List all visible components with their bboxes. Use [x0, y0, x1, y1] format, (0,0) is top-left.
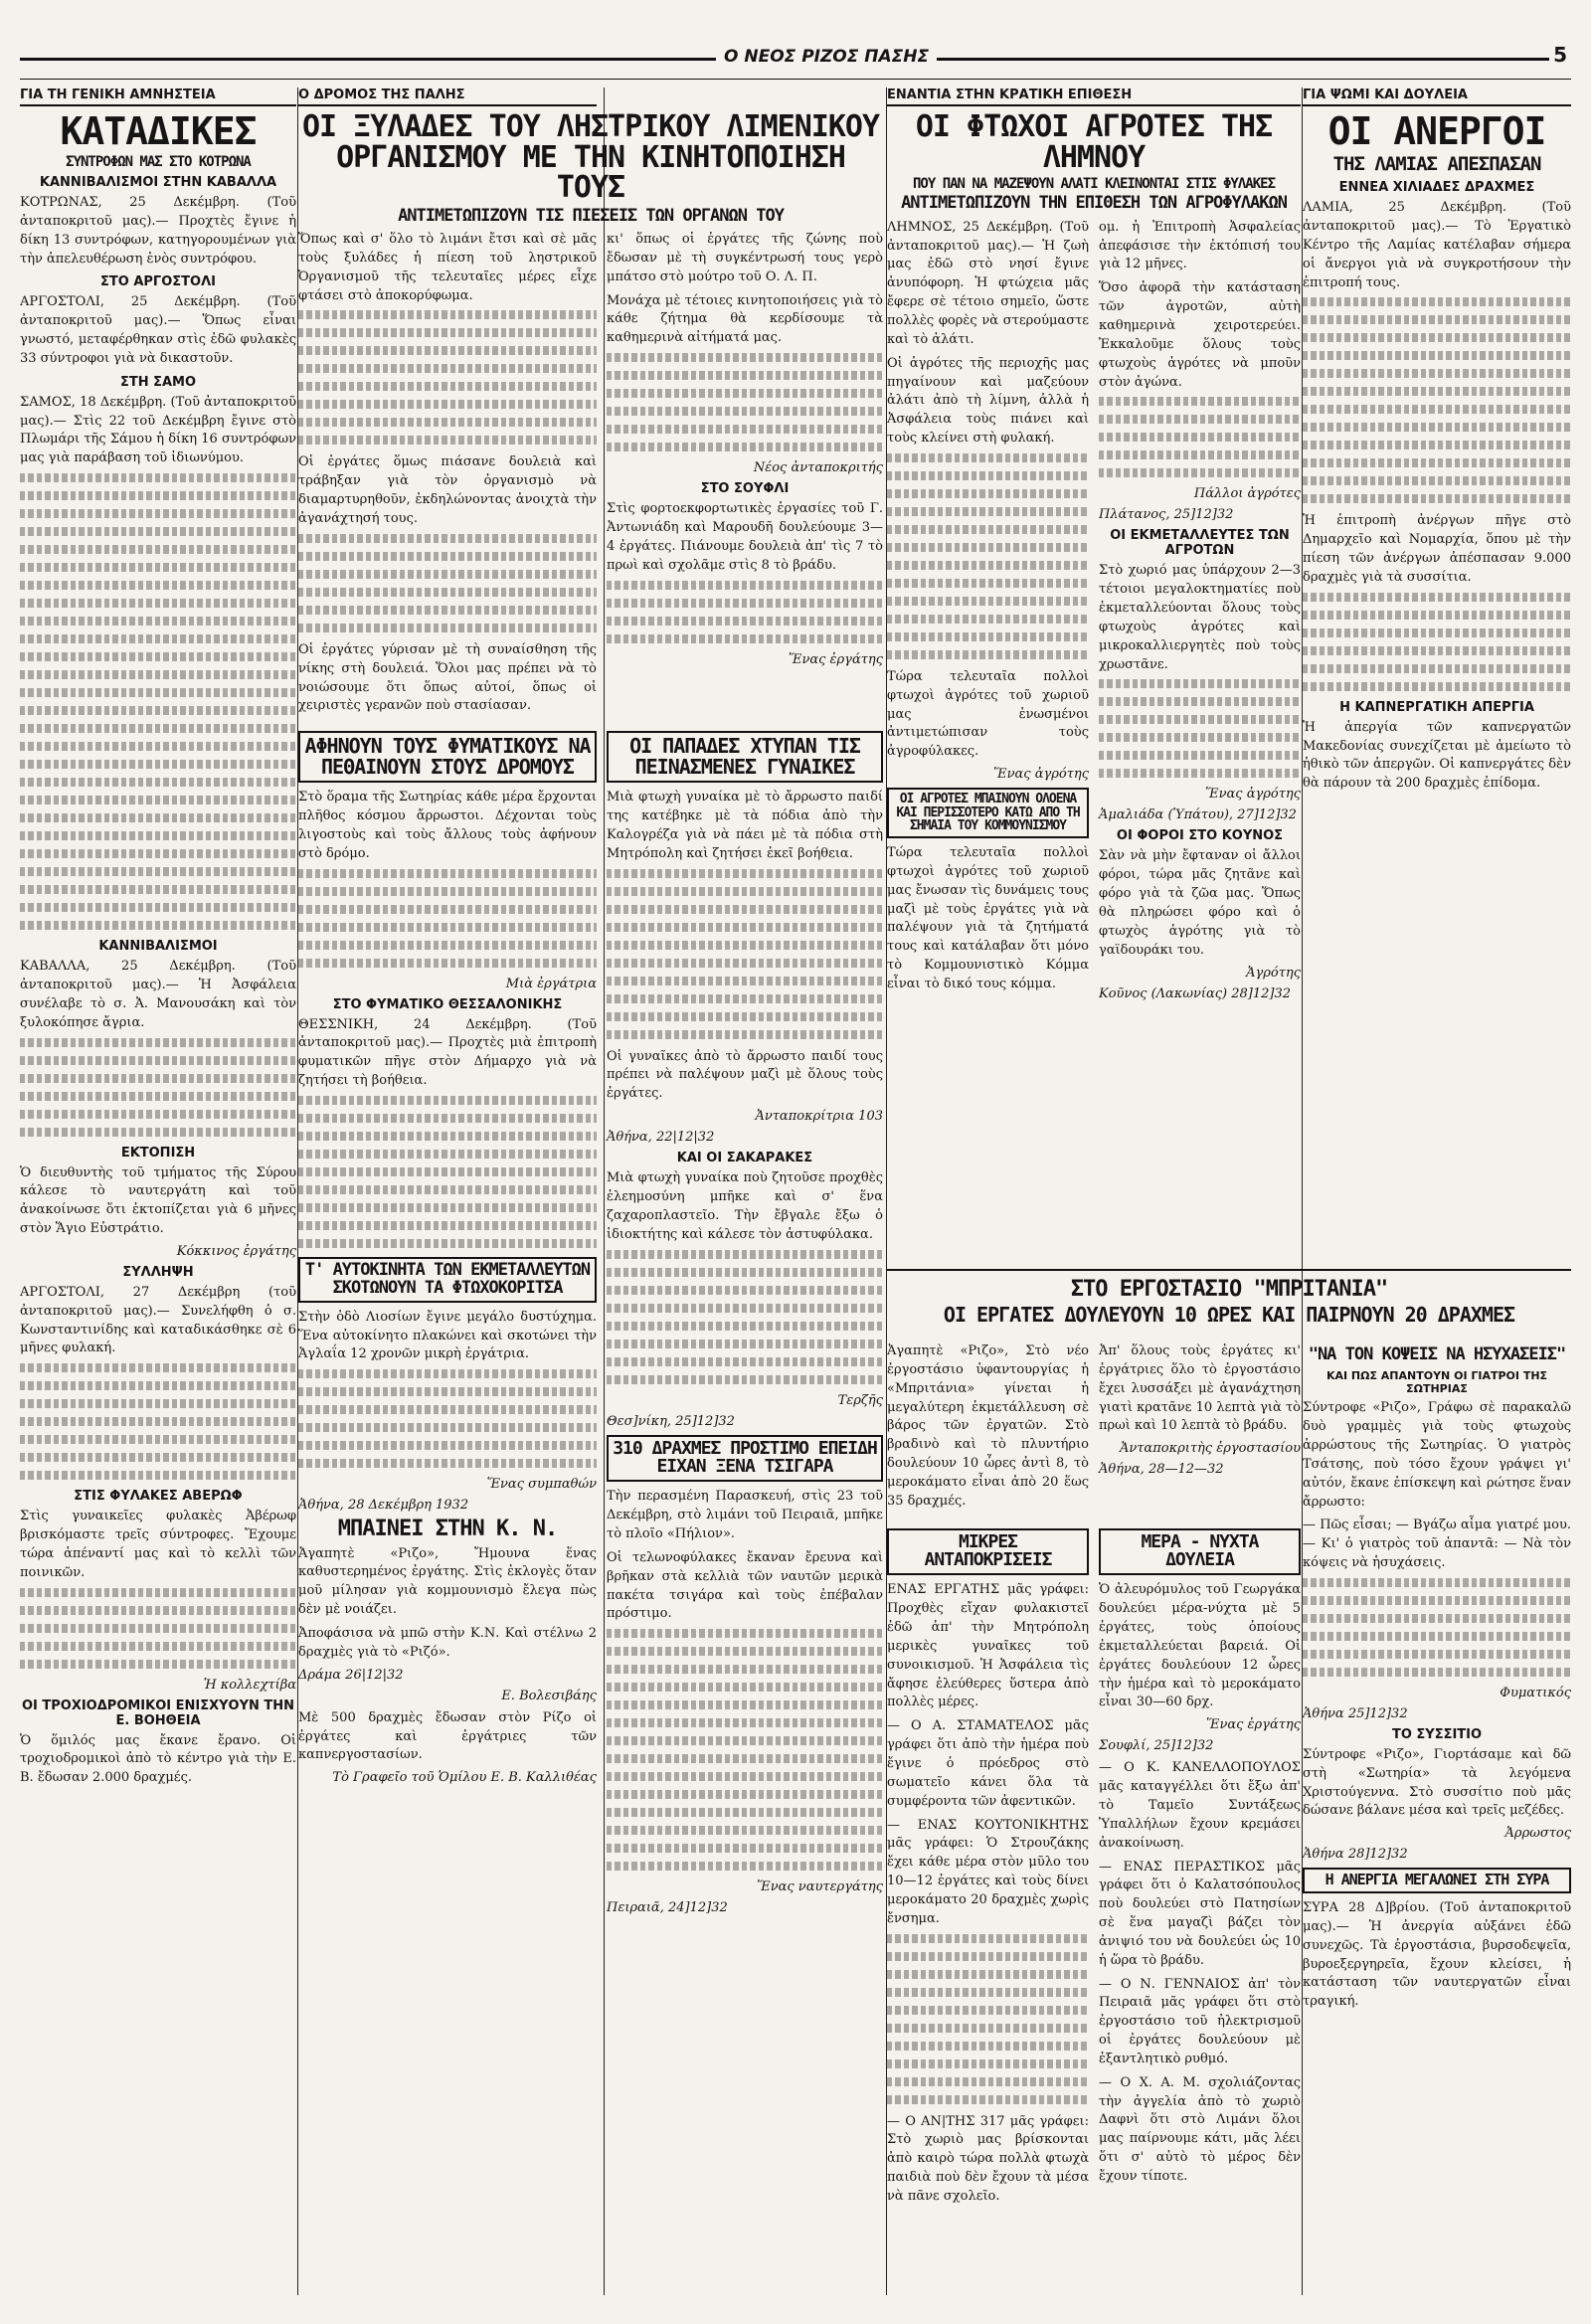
article-paragraph: — ΕΝΑΣ ΠΕΡΑΣΤΙΚΟΣ μᾶς γράφει ὅτι ὁ Καλατσόπουλος ποὺ δουλεύει στὸ Πατησίων σὲ ἕνα μαγαζὶ βάζει τὸν ἀνιψιό του νὰ δουλεύει ὡς 10 ἡ ὥρα τὸ βράδυ. [1099, 1859, 1301, 1968]
section-title: Η ΚΑΠΝΕΡΓΑΤΙΚΗ ΑΠΕΡΓΙΑ [1339, 699, 1534, 715]
text-block [20, 473, 296, 930]
column-3 [607, 725, 883, 1921]
headline: ΟΙ ΠΑΠΑΔΕΣ ΧΤΥΠΑΝ ΤΙΣ ΠΕΙΝΑΣΜΕΝΕΣ ΓΥΝΑΙΚΕΣ [629, 734, 860, 780]
article-paragraph: ΛΑΜΙΑ, 25 Δεκέμβρη. (Τοῦ ἀνταποκριτοῦ μας).— Τὸ Ἐργατικὸ Κέντρο τῆς Λαμίας κατέλαβαν σήμερα οἱ ἄνεργοι γιὰ νὰ συγκροτήσουν τὴν ἐπιτροπή τους. [1303, 200, 1571, 290]
signature: Ἕνας ναυτεργάτης [757, 1879, 883, 1895]
article-paragraph: — Ο Α. ΣΤΑΜΑΤΕΛΟΣ μᾶς γράφει ὅτι ἀπὸ τὴν ἡμέρα ποὺ ἔγινε ὁ πρόεδρος στὸ σωματεῖο κάνει ὅλα τὰ συμφέροντα τῶν ἀφεντικῶν. [887, 1718, 1089, 1809]
column-2-lower [298, 725, 597, 1921]
article-paragraph: — Ο Κ. ΚΑΝΕΛΛΟΠΟΥΛΟΣ μᾶς καταγγέλλει ὅτι ἔξω ἀπ' τὸ Ταμεῖο Συντάξεως Ὑπαλλήλων ἔχουν κρεμάσει ἀνακοίνωση. [1099, 1760, 1301, 1851]
text-block [1099, 397, 1301, 477]
dateline: Θεσ]νίκη, 25]12]32 [607, 1413, 735, 1429]
article-paragraph: ΕΝΑΣ ΕΡΓΑΤΗΣ μᾶς γράφει: Προχθὲς εἴχαν φυλακιστεῖ ἐδῶ ἀπ' τὴν Μητρόπολη μερικὲς γυναῖκες τοῦ συνοικισμοῦ. Ἡ Ἀσφάλεια τὶς ἄφησε ἐλεύθερες ὕστερα ἀπὸ πολλὲς μέρες. [887, 1582, 1089, 1710]
rubric: ΕΝΑΝΤΙΑ ΣΤΗΝ ΚΡΑΤΙΚΗ ΕΠΙΘΕΣΗ [887, 88, 1301, 106]
text-block [887, 453, 1089, 659]
signature: Φυματικός [1500, 1685, 1571, 1700]
boxed-headline [298, 1257, 597, 1303]
article-right [1099, 1522, 1301, 2212]
article-paragraph: Ὁ διευθυντὴς τοῦ τμήματος τῆς Σύρου κάλεσε τὸ ναυτεργάτη καὶ τοῦ ἀνακοίνωσε ὅτι ἐκτοπίζεται γιὰ 6 μῆνες στὸν Ἅγιο Εὐστράτιο. [20, 1164, 296, 1237]
article-paragraph: Ἀποφάσισα νὰ μπῶ στὴν Κ.Ν. Καὶ στέλνω 2 δραχμὲς γιὰ τὸ «Ριζό». [298, 1626, 597, 1660]
signature: Ἕνας ἐργάτης [789, 651, 883, 667]
article-paragraph: Μὲ 500 δραχμὲς ἔδωσαν στὸν Ρίζο οἱ ἐργάτες καὶ ἐργάτριες τῶν καπνεργοστασίων. [298, 1709, 597, 1763]
article-left [887, 219, 1089, 1007]
text-block [887, 1934, 1089, 2104]
subhead: ΚΑΙ ΠΩΣ ΑΠΑΝΤΟΥΝ ΟΙ ΓΙΑΤΡΟΙ ΤΗΣ ΣΩΤΗΡΙΑΣ [1326, 1369, 1548, 1396]
headline-secondary: ΤΗΣ ΛΑΜΙΑΣ ΑΠΕΣΠΑΣΑΝ [1332, 152, 1541, 175]
headline: ΟΙ ΑΝΕΡΓΟΙ [1327, 109, 1546, 153]
signature: Νέος ἀνταποκριτής [753, 460, 883, 476]
dateline: Κοῦνος (Λακωνίας) 28]12]32 [1099, 985, 1291, 1001]
article-paragraph: — Ο Χ. Α. Μ. σχολιάζοντας τὴν ἀγγελία ἀπὸ τὸ χωριὸ Δαφνὶ ὅτι στὸ Λιμάνι ὅλοι μας παίρνουμε κάτι, μᾶς λέει ὅτι σ' αὐτὸ τὸ μέρος δὲν ἔχουν τίποτε. [1099, 2074, 1301, 2184]
signature: Ἕνας συμπαθών [486, 1477, 597, 1493]
signature: Ἕνας ἀγρότης [993, 767, 1089, 783]
text-block [607, 869, 883, 1039]
signature: Ἀνταποκρίτρια 103 [755, 1109, 883, 1125]
article-paragraph: Οἱ ἐργάτες ὅμως πιάσανε δουλειὰ καὶ τράβηξαν γιὰ τὸν ὀργανισμὸ νὰ διαμαρτυρηθοῦν, ἐκδηλώνοντας ἀνοιχτὰ τὴν ἀγανάχτησή τους. [298, 454, 597, 527]
signature: Ἀρρωστος [1504, 1826, 1571, 1842]
article-paragraph: Στὶς φορτοεκφορτωτικὲς ἐργασίες τοῦ Γ. Ἀντωνιάδη καὶ Μαρουδῆ δουλεύουμε 3—4 ἐργάτες. Πιάνουμε δουλειὰ ἀπ' τὶς 7 τὸ πρωὶ καὶ σχολᾶμε στὶς 8 τὸ βράδυ. [607, 501, 883, 573]
masthead [20, 43, 1571, 80]
article-paragraph: Στὴν ὁδὸ Λιοσίων ἔγινε μεγάλο δυστύχημα. Ἕνα αὐτοκίνητο πλακώνει καὶ σκοτώνει τὴν Ἀγλαΐα 12 χρονῶν μικρὴ ἐργάτρια. [298, 1309, 597, 1362]
article-paragraph: Μονάχα μὲ τέτοιες κινητοποιήσεις γιὰ τὸ κάθε ζήτημα θὰ κερδίσουμε τὰ καθημερινὰ αἰτήματά μας. [607, 292, 883, 346]
article-paragraph: ομ. ἡ Ἐπιτροπὴ Ἀσφαλείας ἀπεφάσισε τὴν ἐκτόπισή του γιὰ 12 μῆνες. [1099, 219, 1301, 272]
headline: ΜΙΚΡΕΣ ΑΝΤΑΠΟΚΡΙΣΕΙΣ [924, 1530, 1052, 1571]
dateline: Ἀθήνα, 28 Δεκέμβρη 1932 [298, 1498, 469, 1514]
text-block [20, 1588, 296, 1669]
article-paragraph: ΚΑΒΑΛΛΑ, 25 Δεκέμβρη. (Τοῦ ἀνταποκριτοῦ μας).— Ἡ Ἀσφάλεια συνέλαβε τὸ σ. Ἀ. Μανουσάκη καὶ τὸν ξυλοκόπησε ἄγρια. [20, 959, 296, 1030]
dateline: Δράμα 26|12|32 [298, 1667, 404, 1683]
headline: ΑΦΗΝΟΥΝ ΤΟΥΣ ΦΥΜΑΤΙΚΟΥΣ ΝΑ ΠΕΘΑΙΝΟΥΝ ΣΤΟΥΣ ΔΡΟΜΟΥΣ [304, 734, 591, 780]
subhead: ΚΑΝΝΙΒΑΛΙΣΜΟΙ ΣΤΗΝ ΚΑΒΑΛΛΑ [39, 175, 277, 191]
boxed-headline [1303, 1868, 1571, 1893]
text-block [1303, 593, 1571, 691]
article-paragraph: ΚΟΤΡΩΝΑΣ, 25 Δεκέμβρη. (Τοῦ ἀνταποκριτοῦ μας).— Πρoχτὲς ἔγινε ἡ δίκη 13 συντρόφων, κατηγορουμένων γιὰ τὴν ἀπελευθέρωση ἑνὸς συντρόφου. [20, 195, 296, 267]
article-paragraph: Στὸ χωριό μας ὑπάρχουν 2—3 τέτοιοι μεγαλοκτηματίες ποὺ ἐκμεταλλεύονται ὅλους τοὺς φτωχοὺς ἀγρότες καὶ μικροκαλλιεργητὲς ποὺ τοὺς χρωστᾶνε. [1099, 563, 1301, 672]
article-paragraph: Οἱ τελωνοφύλακες ἔκαναν ἔρευνα καὶ βρῆκαν στὰ κελλιὰ τῶν ναυτῶν μερικὰ πακέτα τσιγάρα καὶ τοὺς ἐπέβαλαν πρόστιμο. [607, 1549, 883, 1622]
rubric: Ο ΔΡΟΜΟΣ ΤΗΣ ΠΑΛΗΣ [298, 88, 597, 106]
section-title: ΟΙ ΤΡΟΧΙΟΔΡΟΜΙΚΟΙ ΕΝΙΣΧΥΟΥΝ ΤΗΝ Ε. ΒΟΗΘΕΙΑ [21, 1698, 295, 1728]
section-title: ΣΤΟ ΦΥΜΑΤΙΚΟ ΘΕΣΣΑΛΟΝΙΚΗΣ [332, 996, 563, 1012]
article-paragraph: Ἀγαπητὲ «Ριζο», Ἤμουνα ἕνας καθυστερημένος ἐργάτης. Στὶς ἐκλογὲς ὅταν μοῦ μίλησαν γιὰ κομμουνισμὸ ἔλεγα πὼς δὲν μὲ νοιάζει. [298, 1545, 597, 1618]
article-paragraph: Ἀγαπητὲ «Ριζο», Στὸ νέο ἐργοστάσιο ὑφαντουργίας ἡ «Μπριτάνια» γίνεται ἡ μεγαλύτερη ἐκμετάλλευση σὲ βάρος τῶν ἐργατῶν. Στὸ βραδινὸ καὶ τὸ πλυντήριο δουλεύουν 10 ὧρες ἀντὶ 8, τὸ μεροκάματο εἶναι ἀπὸ 20 ἕως 35 δραχμές. [887, 1343, 1089, 1509]
article-paragraph: Σὰν νὰ μὴν ἔφταναν οἱ ἄλλοι φόροι, τώρα μᾶς ζητᾶνε καὶ φόρο γιὰ τὰ ζῶα μας. Ὅπως θὰ πληρώσει φόρο καὶ ὁ φτωχὸς ἀγρότης γιὰ τὸ γαϊδουράκι του. [1099, 848, 1301, 958]
column-4 [887, 88, 1301, 1256]
headline: ΜΠΑΙΝΕΙ ΣΤΗΝ Κ. Ν. [337, 1517, 558, 1542]
text-block [607, 581, 883, 643]
signature: Τερζῆς [837, 1392, 883, 1408]
dateline: Πειραιᾶ, 24]12]32 [607, 1900, 728, 1916]
article-paragraph: Σύντροφε «Ριζο», Γιορτάσαμε καὶ δῶ στὴ «Σωτηρία» τὰ λεγόμενα Χριστούγεννα. Στὸ συσσίτιο ποὺ μᾶς δώσανε βάλανε μέσα καὶ τρεῖς μεζέδες. [1303, 1746, 1571, 1819]
article-paragraph: — Πῶς εἶσαι; — Βγάζω αἷμα γιατρέ μου. — Κι' ὁ γιατρὸς τοῦ ἀπαντᾶ: — Νὰ τὸν κόψεις νὰ ἡσυχάσεις. [1303, 1518, 1571, 1571]
headline: ΜΕΡΑ - ΝΥΧΤΑ ΔΟΥΛΕΙΑ [1141, 1530, 1259, 1571]
signature: Πάλλοι ἀγρότες [1193, 486, 1301, 502]
headline: Η ΑΝΕΡΓΙΑ ΜΕΓΑΛΩΝΕΙ ΣΤΗ ΣΥΡΑ [1325, 1871, 1549, 1889]
article-paragraph: Τώρα τελευταῖα πολλοὶ φτωχοὶ ἀγρότες τοῦ χωριοῦ μας ἔνωσαν τὶς δυνάμεις τους μαζὶ μὲ τοὺς ἐργάτες γιὰ νὰ παλέψουν γιὰ τὰ ζητήματά τους καὶ κατάλαβαν ὅτι μόνο τὸ Κομμουνιστικὸ Κόμμα εἶναι τὸ δικό τους κόμμα. [887, 845, 1089, 991]
article-paragraph: ΛΗΜΝΟΣ, 25 Δεκέμβρη. (Τοῦ ἀνταποκριτοῦ μας).— Ἡ ζωὴ μας ἐδῶ στὸ νησί ἔγινε ἀνυπόφορη. Ἡ φτώχεια μᾶς ἔφερε σὲ τέτοιο σημεῖο, ὥστε πολλὲς φορὲς νὰ στερούμαστε καὶ τὸ ἀλάτι. [887, 219, 1089, 347]
article-paragraph: Μιὰ φτωχὴ γυναίκα ποὺ ζητοῦσε προχθὲς ἐλεημοσύνη μπῆκε καὶ σ' ἕνα ζαχαροπλαστεῖο. Τὴν ἔβγαλε ἔξω ὁ ἰδιοκτήτης καὶ κάλεσε τὸν ἀστυφύλακα. [607, 1170, 883, 1242]
signature: Ἡ κολλεχτίβα [203, 1677, 296, 1693]
text-block [298, 310, 597, 445]
text-block [1303, 297, 1571, 503]
signature: Ἀνταποκριτὴς ἐργοστασίου [1119, 1441, 1301, 1457]
article-paragraph: κι' ὅπως οἱ ἐργάτες τῆς ζώνης ποὺ ἔδωσαν μὲ τὴ συγκέντρωσή τους γερὸ μπάτσο στὸ μούτρο τοῦ Ο. Λ. Π. [607, 232, 883, 284]
article-left [887, 1522, 1089, 2212]
article-left [887, 1342, 1089, 1517]
dateline: Ἀθήνα, 22|12|32 [607, 1130, 715, 1146]
article-paragraph: — ΕΝΑΣ ΚΟΥΤΟΝΙΚΗΤΗΣ μᾶς γράφει: Ὁ Στρουζάκης ἔχει κάθε μέρα στὸν μῦλο του 10—12 ἐργάτες καὶ τοὺς δίνει μεροκάματο 20 δραχμὲς χωρὶς ἔνσημα. [887, 1817, 1089, 1926]
page-number: 5 [1549, 43, 1571, 67]
article-paragraph: Μιὰ φτωχὴ γυναίκα μὲ τὸ ἄρρωστο παιδί της κατέβηκε μὲ τὰ πόδια ἀπὸ τὴν Καλογρέζα γιὰ νὰ πάει μὲ τὰ πόδια στὴ Μητρόπολη καὶ ζητήσει ἐκεῖ βοήθεια. [607, 790, 883, 861]
signature: Ἀγρότης [1246, 965, 1301, 981]
boxed-headline [887, 1528, 1089, 1576]
rubric: ΓΙΑ ΨΩΜΙ ΚΑΙ ΔΟΥΛΕΙΑ [1303, 88, 1571, 106]
article-right [1099, 1342, 1301, 1517]
text-block [298, 1096, 597, 1248]
boxed-headline [1099, 1528, 1301, 1576]
text-block [607, 353, 883, 451]
text-block [1303, 1578, 1571, 1677]
section-title: ΕΚΤΟΠΙΣΗ [120, 1145, 196, 1161]
section-title: ΟΙ ΕΚΜΕΤΑΛΛΕΥΤΕΣ ΤΩΝ ΑΓΡΟΤΩΝ [1110, 528, 1290, 559]
subhead: ΑΝΤΙΜΕΤΩΠΙΖΟΥΝ ΤΗΝ ΕΠΙΘΕΣΗ ΤΩΝ ΑΓΡΟΦΥΛΑΚΩΝ [901, 193, 1287, 214]
signature: Κόκκινος ἐργάτης [176, 1243, 296, 1259]
section-title: ΣΤΟ ΣΟΥΦΛΙ [700, 481, 790, 497]
text-block [607, 1250, 883, 1384]
subhead: ΑΝΤΙΜΕΤΩΠΙΖΟΥΝ ΤΙΣ ΠΙΕΣΕΙΣ ΤΩΝ ΟΡΓΑΝΩΝ ΤΟΥ [398, 205, 784, 226]
headline: ΣΤΟ ΕΡΓΟΣΤΑΣΙΟ "ΜΠΡΙΤΑΝΙΑ" [1070, 1277, 1388, 1302]
article-paragraph: ΣΥΡΑ 28 Δ]βρίου. (Τοῦ ἀνταποκριτοῦ μας).— Ἡ ἀνεργία αὐξάνει ἐδῶ συνεχῶς. Τὰ ἐργοστάσια, βυρσοδεψεῖα, βυροεξεργηρεῖα, ἔχουν κλείσει, ἡ κατάσταση τῶν ναυτεργατῶν εἶναι τραγική. [1303, 1900, 1571, 2010]
article-right [1099, 219, 1301, 1007]
factory-banner [887, 1261, 1571, 1330]
column-5-lower [1303, 1342, 1571, 2295]
dateline: Πλάτανος, 25]12]32 [1099, 507, 1234, 523]
dateline: Ἀμαλιάδα (Ὑπάτου), 27]12]32 [1099, 807, 1297, 823]
article-paragraph: — Ο Ν. ΓΕΝΝΑΙΟΣ ἀπ' τὸν Πειραιᾶ μᾶς γράφει ὅτι στὸ ἐργοστάσιο τοῦ ἠλεκτρισμοῦ οἱ ἐργάτες δουλεύουν μὲ ἐξαντλητικὸ ρυθμό. [1099, 1976, 1301, 2066]
article-paragraph: Ὅπως καὶ σ' ὅλο τὸ λιμάνι ἔτσι καὶ σὲ μᾶς τοὺς ξυλάδες ἡ πίεση τοῦ ληστρικοῦ Ὀργανισμοῦ τῆς τελευταῖες μέρες εἶχε φτάσει στὸ ἀποκορύφωμα. [298, 232, 597, 303]
section-title: ΣΥΛΛΗΨΗ [122, 1264, 194, 1280]
article-paragraph: ΑΡΓΟΣΤΟΛΙ, 25 Δεκέμβρη. (Τοῦ ἀνταποκριτοῦ μας).— Ὅπως εἶναι γνωστό, μεταφέρθηκαν στὶς ἐδῶ φυλακὲς 33 σύντροφοι γιὰ νὰ δικαστοῦν. [20, 294, 296, 366]
headline: ΟΙ ΦΤΩΧΟΙ ΑΓΡΟΤΕΣ ΤΗΣ ΛΗΜΝΟΥ [915, 109, 1273, 175]
text-block [20, 1363, 296, 1480]
column-1 [20, 88, 296, 2295]
dateline: Ἀθήνα, 28—12—32 [1099, 1462, 1224, 1478]
signature: Ε. Βολεσιβάης [501, 1688, 597, 1703]
article-paragraph: ΑΡΓΟΣΤΟΛΙ, 27 Δεκέμβρη (τοῦ ἀνταποκριτοῦ μας).— Συνελήφθη ὁ σ. Κωνσταντινίδης καὶ καταδικάσθηκε σὲ 6 μῆνες φυλακή. [20, 1284, 296, 1356]
section-title: ΣΤΗ ΣΑΜΟ [119, 374, 197, 390]
divider [887, 1269, 1571, 1271]
article-paragraph: Ἀπ' ὅλους τοὺς ἐργάτες κι' ἐργάτριες ὅλο τὸ ἐργοστάσιο ἔχει λυσσάξει μὲ ἀγανάχτηση γιατὶ κρατᾶνε 10 λεπτὰ γιὰ τὸ πρωὶ καὶ 10 λεπτὰ τὸ βράδυ. [1099, 1343, 1301, 1434]
article-paragraph: Οἱ ἀγρότες τῆς περιοχῆς μας πηγαίνουν καὶ μαζεύουν ἀλάτι ἀπὸ τὴ λίμνη, ἀλλὰ ἡ Ἀσφάλεια τοὺς πιάνει καὶ τοὺς κλείνει στὴ φυλακή. [887, 355, 1089, 447]
text-block [1099, 679, 1301, 778]
article-right [607, 231, 883, 721]
column-5 [1303, 88, 1571, 1256]
article-paragraph: Τὴν περασμένη Παρασκευή, στὶς 23 τοῦ Δεκέμβρη, στὸ λιμάνι τοῦ Πειραιᾶ, μπῆκε τὸ πλοῖο «Πήλιον». [607, 1489, 883, 1541]
dateline: Ἀθήνα 28]12]32 [1303, 1847, 1408, 1863]
text-block [298, 534, 597, 632]
text-block [607, 1629, 883, 1871]
text-block [20, 1038, 296, 1137]
column-2 [298, 88, 883, 2295]
boxed-headline [298, 731, 597, 783]
article-paragraph: Στὸ ὅραμα τῆς Σωτηρίας κάθε μέρα ἔρχονται πλῆθος κόσμου ἄρρωστοι. Δέχονται τοὺς λιγοστοὺς καὶ τοὺς ἄλλους τοὺς ἀφήνουν στὸ δρόμο. [298, 790, 597, 861]
section-title: ΟΙ ΦΟΡΟΙ ΣΤΟ ΚΟΥΝΟΣ [1116, 828, 1284, 844]
article-paragraph: Τώρα τελευταῖα πολλοὶ φτωχοὶ ἀγρότες τοῦ χωριοῦ μας ἐνωσμένοι ἀντιμετώπισαν τοὺς ἀγροφύλακες. [887, 668, 1089, 760]
text-block [298, 1369, 597, 1468]
article-paragraph: Ἡ ἐπιτροπὴ ἀνέργων πῆγε στὸ Δημαρχεῖο καὶ Νομαρχία, ὅπου μὲ τὴν πίεση τῶν ἀνέργων ἀπέσπασαν 9.000 δραχμὲς γιὰ τὰ συσσίτια. [1303, 513, 1571, 585]
subhead: ΕΝΝΕΑ ΧΙΛΙΑΔΕΣ ΔΡΑΧΜΕΣ [1338, 180, 1535, 196]
signature: Ἕνας ἀγρότης [1205, 787, 1301, 803]
signature: Μιὰ ἐργάτρια [505, 976, 597, 991]
article-paragraph: ΘΕΣΣΝΙΚΗ, 24 Δεκέμβρη. (Τοῦ ἀνταποκριτοῦ μας).— Πρoχτὲς μιὰ ἐπιτροπὴ φυματικῶν πῆγε στὸν Δήμαρχο γιὰ νὰ ζητήσει τὴ βοήθεια. [298, 1016, 597, 1089]
headline: 310 ΔΡΑΧΜΕΣ ΠΡΟΣΤΙΜΟ ΕΠΕΙΔΗ ΕΙΧΑΝ ΞΕΝΑ ΤΣΙΓΑΡΑ [613, 1437, 877, 1478]
section-title: ΣΤΟ ΑΡΓΟΣΤΟΛΙ [100, 274, 216, 290]
boxed-headline [607, 731, 883, 783]
boxed-headline [887, 788, 1089, 838]
headline: ΟΙ ΞΥΛΑΔΕΣ ΤΟΥ ΛΗΣΤΡΙΚΟΥ ΛΙΜΕΝΙΚΟΥ ΟΡΓΑΝΙΣΜΟΥ ΜΕ ΤΗΝ ΚΙΝΗΤΟΠΟΙΗΣΗ ΤΟΥΣ [301, 109, 880, 206]
headline: Τ' ΑΥΤΟΚΙΝΗΤΑ ΤΩΝ ΕΚΜΕΤΑΛΛΕΥΤΩΝ ΣΚΟΤΩΝΟΥΝ ΤΑ ΦΤΩΧΟΚΟΡΙΤΣΑ [304, 1259, 591, 1298]
dateline: Ἀθήνα 25]12]32 [1303, 1705, 1408, 1721]
section-title: ΚΑΙ ΟΙ ΣΑΚΑΡΑΚΕΣ [676, 1151, 813, 1166]
article-left [298, 231, 597, 721]
paper-name: Ο ΝΕΟΣ ΡΙΖΟΣ ΠΑΣΗΣ [716, 47, 937, 67]
article-paragraph: Ὁ ὅμιλός μας ἔκανε ἔρανο. Οἱ τροχιοδρομικοὶ ἀπὸ τὸ κέντρο γιὰ τὴν Ε. Β. ἔδωσαν 2.000 δραχμές. [20, 1732, 296, 1786]
article-paragraph: Ἡ ἀπεργία τῶν καπνεργατῶν Μακεδονίας συνεχίζεται μὲ ἀμείωτο τὸ ἠθικὸ τῶν ἀπεργῶν. Οἱ καπνεργάτες δὲν θὰ πάρουν τὰ 200 δραχμὲς ἐπίδομα. [1303, 719, 1571, 792]
headline: "ΝΑ ΤΟΝ ΚΟΨΕΙΣ ΝΑ ΗΣΥΧΑΣΕΙΣ" [1308, 1344, 1566, 1364]
column-4-lower [887, 1342, 1301, 2295]
headline: ΚΑΤΑΔΙΚΕΣ [60, 109, 257, 153]
headline: ΟΙ ΕΡΓΑΤΕΣ ΔΟΥΛΕΥΟΥΝ 10 ΩΡΕΣ ΚΑΙ ΠΑΙΡΝΟΥΝ 20 ΔΡΑΧΜΕΣ [943, 1303, 1515, 1328]
article-paragraph: Ὅσο ἀφορᾶ τὴν κατάσταση τῶν ἀγροτῶν, αὐτὴ καθημερινὰ χειροτερεύει. Ἐκκαλοῦμε ὅλους τοὺς φτωχοὺς ἀγρότες νὰ μποῦν στὸν ἀγώνα. [1099, 280, 1301, 390]
headline-secondary: ΠΟΥ ΠΑΝ ΝΑ ΜΑΖΕΨΟΥΝ ΑΛΑΤΙ ΚΛΕΙΝΟΝΤΑΙ ΣΤΙΣ ΦΥΛΑΚΕΣ [912, 176, 1275, 193]
signature: Ἕνας ἐργάτης [1206, 1717, 1301, 1733]
section-title: ΣΤΙΣ ΦΥΛΑΚΕΣ ΑΒΕΡΩΦ [74, 1489, 243, 1505]
article-paragraph: Σύντροφε «Ριζο», Γράφω σὲ παρακαλῶ δυὸ γραμμὲς γιὰ τοὺς φτωχοὺς ἀρρώστους τῆς Σωτηρίας. Ὁ γιατρὸς Τσάτσης, ποὺ τόσο ἔχουν γράψει γι' αὐτόν, ἔκανε ἐπίσκεψη καὶ ρώτησε ἕναν ἄρρωστο: [1303, 1400, 1571, 1510]
headline-secondary: ΣΥΝΤΡΟΦΩΝ ΜΑΣ ΣΤΟ ΚΟΤΡΩΝΑ [66, 153, 251, 170]
headline: ΟΙ ΑΓΡΟΤΕΣ ΜΠΑΙΝΟΥΝ ΟΛΟΕΝΑ ΚΑΙ ΠΕΡΙΣΣΟΤΕΡΟ ΚΑΤΩ ΑΠΟ ΤΗ ΣΗΜΑΙΑ ΤΟΥ ΚΟΜΜΟΥΝΙΣΜΟΥ [896, 792, 1080, 834]
signature: Τὸ Γραφεῖο τοῦ Ὁμίλου Ε. Β. Καλλιθέας [332, 1770, 597, 1786]
section-title: ΤΟ ΣΥΣΣΙΤΙΟ [1391, 1726, 1483, 1742]
boxed-headline [607, 1435, 883, 1483]
article-paragraph: — Ο ΑΝ|ΤΗΣ 317 μᾶς γράφει: Στὸ χωριὸ μας βρίσκονται ἀπὸ καιρὸ τώρα πολλὰ φτωχὰ παιδιὰ ποὺ δὲν ἔχουν τὰ μέσα νὰ πᾶνε σχολεῖο. [887, 2113, 1089, 2204]
article-paragraph: Ὁ ἀλευρόμυλος τοῦ Γεωργάκα δουλεύει μέρα-νύχτα μὲ 5 ἐργάτες, τοὺς ὁποίους ἐκμεταλλεύεται βαρειά. Οἱ ἐργάτες δουλεύουν 12 ὧρες τὴν ἡμέρα καὶ τὸ μεροκάματο εἶναι 30—60 δρχ. [1099, 1582, 1301, 1710]
text-block [298, 869, 597, 968]
article-paragraph: Στὶς γυναικεῖες φυλακὲς Ἀβέρωφ βρισκόμαστε τρεῖς σύντροφες. Ἔχουμε τώρα ἀπέναντί μας καὶ τὸ κελλὶ τῶν ποινικῶν. [20, 1509, 296, 1580]
article-paragraph: Οἱ ἐργάτες γύρισαν μὲ τὴ συναίσθηση τῆς νίκης στὴ δουλειά. Ὅλοι μας πρέπει νὰ τὸ νοιώσουμε ὅτι ὅπως αὐτοί, ὅπως οἱ χειριστὲς γερανῶν ποὺ στασίασαν. [298, 641, 597, 714]
dateline: Σουφλί, 25]12]32 [1099, 1738, 1214, 1754]
article-paragraph: ΣΑΜΟΣ, 18 Δεκέμβρη. (Τοῦ ἀνταποκριτοῦ μας).— Στὶς 22 τοῦ Δεκέμβρη ἔγινε στὸ Πλωμάρι τῆς Σάμου ἡ δίκη 16 συντρόφων μας γιὰ παράβαση τοῦ ἰδιωνύμου. [20, 394, 296, 466]
article-paragraph: Οἱ γυναῖκες ἀπὸ τὸ ἄρρωστο παιδί τους πρέπει νὰ παλέψουν μαζὶ μὲ ὅλους τοὺς ἐργάτες. [607, 1048, 883, 1102]
rubric: ΓΙΑ ΤΗ ΓΕΝΙΚΗ ΑΜΝΗΣΤΕΙΑ [20, 88, 296, 106]
section-title: ΚΑΝΝΙΒΑΛΙΣΜΟΙ [98, 939, 218, 955]
